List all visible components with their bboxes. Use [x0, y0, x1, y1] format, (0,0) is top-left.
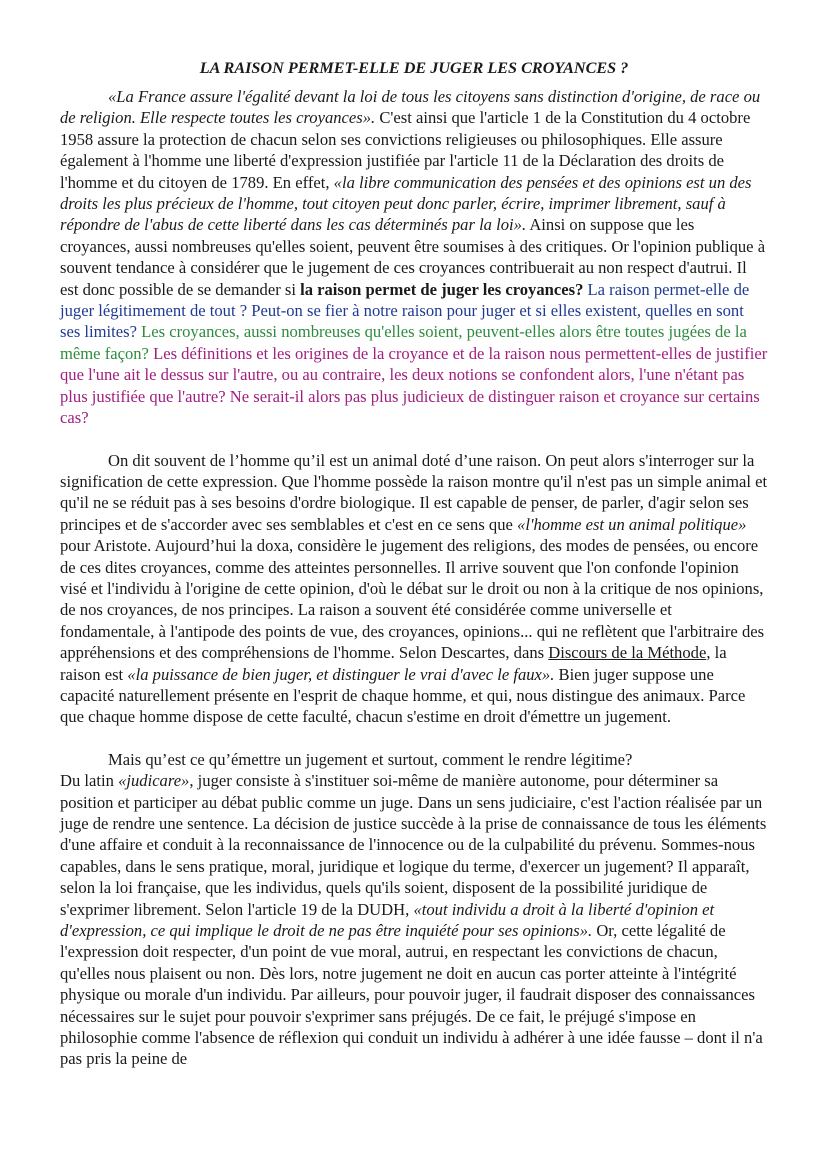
aristote-quote: «l'homme est un animal politique»	[517, 514, 747, 534]
descartes-quote: «la puissance de bien juger, et distinguer le vrai d'avec le faux».	[127, 664, 555, 684]
constitution-quote: «La France assure l'égalité devant la loi de tous les citoyens sans distinction d'origine, de race ou de religion. Elle respecte toutes les croyances».	[60, 87, 761, 128]
intro-text-1: C'est ainsi que l'article 1 de la Constitution du 4 octobre 1958 assure la protection de chacun selon ses convictions religieuses ou philosophiques. Elle assure également à l'homme une liberté d'expression justifiée par l'article 11 de la Déclaration des droits de l'homme et du citoyen de 1789. En effet,	[60, 108, 751, 192]
ddhc-quote: «la libre communication des pensées et des opinions est un des droits les plus précieux de l'homme, tout citoyen peut donc parler, écrire, imprimer librement, sauf à répondre de l'abus de cette liberté dans les cas déterminés par la loi».	[60, 172, 752, 235]
p3-text-1: Du latin	[60, 771, 119, 791]
p2-text-4: Bien juger suppose une capacité naturellement présente en l'esprit de chaque homme, et qui, nous distingue des animaux. Parce que chaque homme dispose de cette faculté, chacun s'estime en droit d'émettre un jugement.	[60, 664, 746, 727]
book-title: Discours de la Méthode	[548, 643, 707, 663]
p2-text-2: pour Aristote. Aujourd’hui la doxa, considère le jugement des religions, des modes de pensées, ou encore de ces dites croyances, comme des atteintes personnelles. Il arrive souvent que l'on confonde l'opinion visé et l'individu à l'origine de cette opinion, d'où le débat sur le droit ou non à la critique de nos opinions, de nos croyances, de nos principes. La raison a souvent été considérée comme universelle et fondamentale, à l'antipode des points de vue, des croyances, opinions... qui ne reflètent que l'arbitraire des appréhensions et des compréhensions de l'homme. Selon Descartes, dans	[60, 536, 765, 663]
p2-text-1: On dit souvent de l’homme qu’il est un animal doté d’une raison. On peut alors s'interroger sur la signification de cette expression. Que l'homme possède la raison montre qu'il n'est pas un simple animal et qu'il ne se réduit pas à ses besoins d'ordre biologique. Il est capable de penser, de parler, d'agir selon ses principes et de s'accorder avec ses semblables et c'est en ce sens que	[60, 450, 768, 534]
question-magenta: Les définitions et les origines de la croyance et de la raison nous permettent-elles de justifier que l'une ait le dessus sur l'autre, ou au contraire, les deux notions se confondent alors, l'une n'étant pas plus justifiée que l'autre? Ne serait-il alors pas plus judicieux de distinguer raison et croyance sur certains cas?	[60, 343, 768, 428]
question-green: Les croyances, aussi nombreuses qu'elles soient, peuvent-elles alors être toutes jugées de la même façon?	[60, 322, 747, 363]
second-paragraph	[60, 450, 768, 728]
third-paragraph	[60, 770, 768, 1070]
judicare-quote: «judicare»	[118, 771, 190, 791]
page-title: LA RAISON PERMET-ELLE DE JUGER LES CROYANCES ?	[199, 59, 629, 77]
problematic-question: la raison permet de juger les croyances?	[300, 279, 584, 299]
p2-text-3: , la raison est	[60, 643, 727, 684]
third-paragraph-lead: Mais qu’est ce qu’émettre un jugement et surtout, comment le rendre légitime?	[108, 749, 633, 769]
p3-text-2: , juger consiste à s'instituer soi-même de manière autonome, pour déterminer sa position et participer au débat public comme un juge. Dans un sens judiciaire, c'est l'action réalisée par un juge de rendre une sentence. La décision de justice succède à la prise de connaissance de tous les éléments d'une affaire et conduit à la reconnaissance de l'innocence ou de la culpabilité du prévenu. Sommes-nous capables, dans le sens pratique, moral, juridique et logique du terme, d'exercer un jugement? Il apparaît, selon la loi française, que les individus, quels qu'ils soient, disposent de la possibilité juridique de s'exprimer librement. Selon l'article 19 de la DUDH,	[60, 771, 767, 919]
question-blue: La raison permet-elle de juger légitimement de tout ? Peut-on se fier à notre raison pour juger et si elles existent, quelles en sont ses limites?	[60, 279, 750, 342]
p3-text-3: Or, cette légalité de l'expression doit respecter, d'un point de vue moral, autrui, en respectant les convictions de chacun, qu'elles nous plaisent ou non. Dès lors, notre jugement ne doit en aucun cas porter atteinte à l'intégrité physique ou morale d'un individu. Par ailleurs, pour pouvoir juger, il faudrait disposer des connaissances nécessaires sur le sujet pour pouvoir s'exprimer sans préjugés. De ce fait, le préjugé s'impose en philosophie comme l'absence de réflexion qui conduit un individu à adhérer à une idée fausse – dont il n'a pas pris la peine de	[60, 921, 763, 1069]
dudh-quote: «tout individu a droit à la liberté d'opinion et d'expression, ce qui implique le droit de ne pas être inquiété pour ses opinions».	[60, 899, 715, 941]
intro-paragraph	[60, 86, 768, 429]
intro-text-2: Ainsi on suppose que les croyances, aussi nombreuses qu'elles soient, peuvent être soumises à des critiques. Or l'opinion publique à souvent tendance à considérer que le jugement de ces croyances contribuerait au non respect d'autrui. Il est donc possible de se demander si	[60, 215, 766, 299]
